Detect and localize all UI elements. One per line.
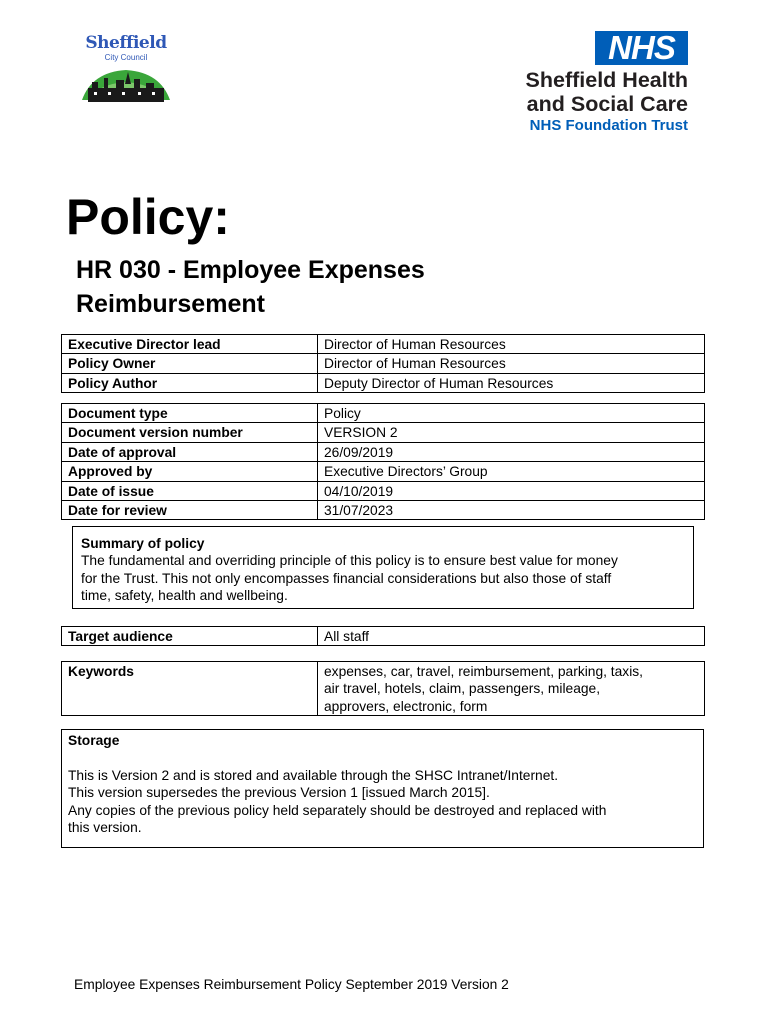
policy-title-line1: HR 030 - Employee Expenses (76, 256, 425, 284)
detail-value: 04/10/2019 (318, 481, 705, 500)
detail-key: Date of issue (62, 481, 318, 500)
keywords-line: expenses, car, travel, reimbursement, parking, taxis, (324, 664, 643, 679)
ownership-value: Director of Human Resources (318, 354, 705, 373)
summary-heading: Summary of policy (81, 536, 205, 551)
summary-box (72, 526, 694, 609)
page-heading: Policy: (66, 189, 230, 245)
policy-title (76, 253, 676, 321)
storage-heading: Storage (68, 733, 120, 748)
storage-line: this version. (68, 820, 142, 836)
keywords-table (61, 661, 705, 716)
table-row (62, 442, 705, 461)
detail-value: VERSION 2 (318, 423, 705, 442)
policy-title-line2: Reimbursement (76, 290, 265, 318)
keywords-line: air travel, hotels, claim, passengers, mileage, (324, 681, 601, 697)
audience-key: Target audience (62, 627, 318, 646)
detail-value: 31/07/2023 (318, 501, 705, 520)
nhs-logo-badge: NHS (595, 31, 688, 65)
council-logo (80, 34, 172, 104)
summary-line: The fundamental and overriding principle of this policy is to ensure best value for money (81, 553, 618, 569)
ownership-key: Policy Owner (62, 354, 318, 373)
table-row (62, 373, 705, 392)
summary-line: time, safety, health and wellbeing. (81, 588, 288, 604)
table-row (62, 481, 705, 500)
page-footer: Employee Expenses Reimbursement Policy September 2019 Version 2 (74, 977, 509, 992)
trust-name-line1: Sheffield Health (525, 68, 688, 92)
document-details-table (61, 403, 705, 520)
summary-line: for the Trust. This not only encompasses financial considerations but also those of staff (81, 570, 612, 586)
ownership-key: Policy Author (62, 373, 318, 392)
table-row (62, 335, 705, 354)
detail-value: Executive Directors’ Group (318, 462, 705, 481)
table-row (62, 462, 705, 481)
council-subtitle: City Council (104, 53, 148, 62)
table-row (62, 354, 705, 373)
audience-value: All staff (318, 627, 705, 646)
keywords-key: Keywords (62, 662, 318, 716)
trust-name-line3: NHS Foundation Trust (529, 117, 688, 134)
ownership-value: Deputy Director of Human Resources (318, 373, 705, 392)
ownership-table (61, 334, 705, 393)
audience-table (61, 626, 705, 646)
detail-key: Date for review (62, 501, 318, 520)
storage-line: This is Version 2 and is stored and available through the SHSC Intranet/Internet. (68, 767, 559, 783)
ownership-key: Executive Director lead (62, 335, 318, 354)
detail-value: 26/09/2019 (318, 442, 705, 461)
detail-key: Approved by (62, 462, 318, 481)
storage-box (61, 729, 704, 848)
detail-value: Policy (318, 404, 705, 423)
storage-line: This version supersedes the previous Version 1 [issued March 2015]. (68, 785, 490, 801)
trust-name-line2: and Social Care (526, 92, 688, 116)
keywords-value (318, 662, 705, 716)
table-row (62, 662, 705, 716)
detail-key: Date of approval (62, 442, 318, 461)
storage-line: Any copies of the previous policy held separately should be destroyed and replaced with (68, 802, 607, 818)
keywords-line: approvers, electronic, form (324, 698, 488, 714)
table-row (62, 404, 705, 423)
table-row (62, 627, 705, 646)
city-skyline-icon (82, 64, 170, 104)
detail-key: Document version number (62, 423, 318, 442)
council-name: Sheffield (85, 33, 167, 53)
detail-key: Document type (62, 404, 318, 423)
ownership-value: Director of Human Resources (318, 335, 705, 354)
table-row (62, 423, 705, 442)
table-row (62, 501, 705, 520)
